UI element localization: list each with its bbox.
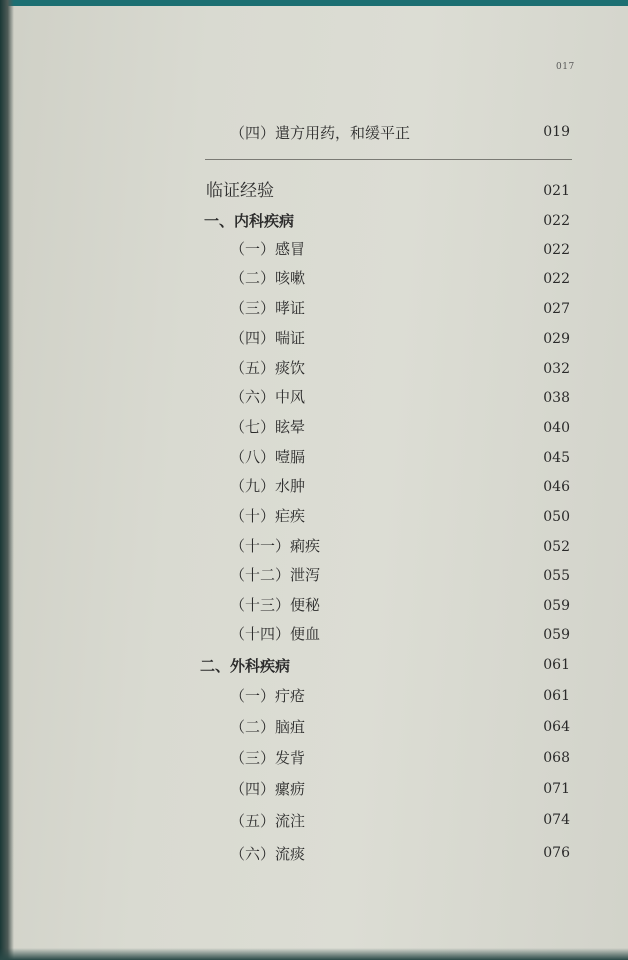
toc-entry-text: （六）流痰 [230, 845, 306, 863]
toc-entry-page: 076 [543, 845, 570, 861]
toc-entry-page: 052 [543, 539, 570, 555]
toc-entry-page: 032 [543, 361, 570, 377]
toc-entry-page: 061 [543, 657, 570, 673]
toc-entry-page: 027 [543, 301, 570, 317]
toc-entry-text: （一）感冒 [230, 240, 306, 258]
cover-edge-bottom [0, 948, 628, 960]
book-binding [0, 0, 14, 960]
toc-entry-text: （二）咳嗽 [230, 269, 306, 287]
toc-entry-text: （四）遣方用药，和缓平正 [230, 124, 411, 142]
page-number: 017 [556, 62, 575, 72]
toc-entry-text: （二）脑疽 [230, 718, 306, 736]
toc-entry-page: 045 [543, 450, 570, 466]
toc-entry-text: （十三）便秘 [230, 596, 321, 614]
toc-entry-text: （十一）痢疾 [230, 537, 321, 555]
toc-entry-page: 029 [543, 331, 570, 347]
chapter-heading: 一、内科疾病 [204, 212, 295, 230]
toc-entry-text: （四）瘰疬 [230, 780, 306, 798]
toc-entry-text: （四）喘证 [230, 329, 306, 347]
toc-entry-text: （一）疔疮 [230, 687, 306, 705]
toc-entry-page: 050 [543, 509, 570, 525]
section-heading: 临证经验 [206, 181, 274, 201]
toc-entry-page: 068 [543, 750, 570, 766]
toc-entry-text: （五）痰饮 [230, 359, 306, 377]
toc-entry-text: （九）水肿 [230, 477, 306, 495]
toc-entry-page: 064 [543, 719, 570, 735]
toc-entry-page: 040 [543, 420, 570, 436]
toc-entry-text: （十）疟疾 [230, 507, 306, 525]
toc-entry-page: 038 [543, 390, 570, 406]
chapter-heading: 二、外科疾病 [200, 657, 291, 675]
toc-entry-page: 059 [543, 598, 570, 614]
toc-entry-page: 022 [543, 271, 570, 287]
toc-entry-text: （十二）泄泻 [230, 566, 321, 584]
section-divider [205, 159, 572, 160]
toc-entry-text: （六）中风 [230, 388, 306, 406]
toc-entry-page: 022 [543, 242, 570, 258]
toc-entry-text: （三）发背 [230, 749, 306, 767]
cover-edge-top [0, 0, 628, 6]
toc-entry-text: （五）流注 [230, 812, 306, 830]
toc-entry-text: （八）噎膈 [230, 448, 306, 466]
toc-entry-page: 074 [543, 812, 570, 828]
toc-entry-text: （七）眩晕 [230, 418, 306, 436]
toc-entry-page: 061 [543, 688, 570, 704]
toc-entry-text: （十四）便血 [230, 625, 321, 643]
toc-entry-page: 021 [543, 183, 570, 199]
toc-entry-page: 019 [543, 124, 570, 140]
toc-entry-text: （三）哮证 [230, 299, 306, 317]
toc-entry-page: 055 [543, 568, 570, 584]
toc-entry-page: 059 [543, 627, 570, 643]
toc-entry-page: 046 [543, 479, 570, 495]
toc-entry-page: 022 [543, 213, 570, 229]
toc-entry-page: 071 [543, 781, 570, 797]
